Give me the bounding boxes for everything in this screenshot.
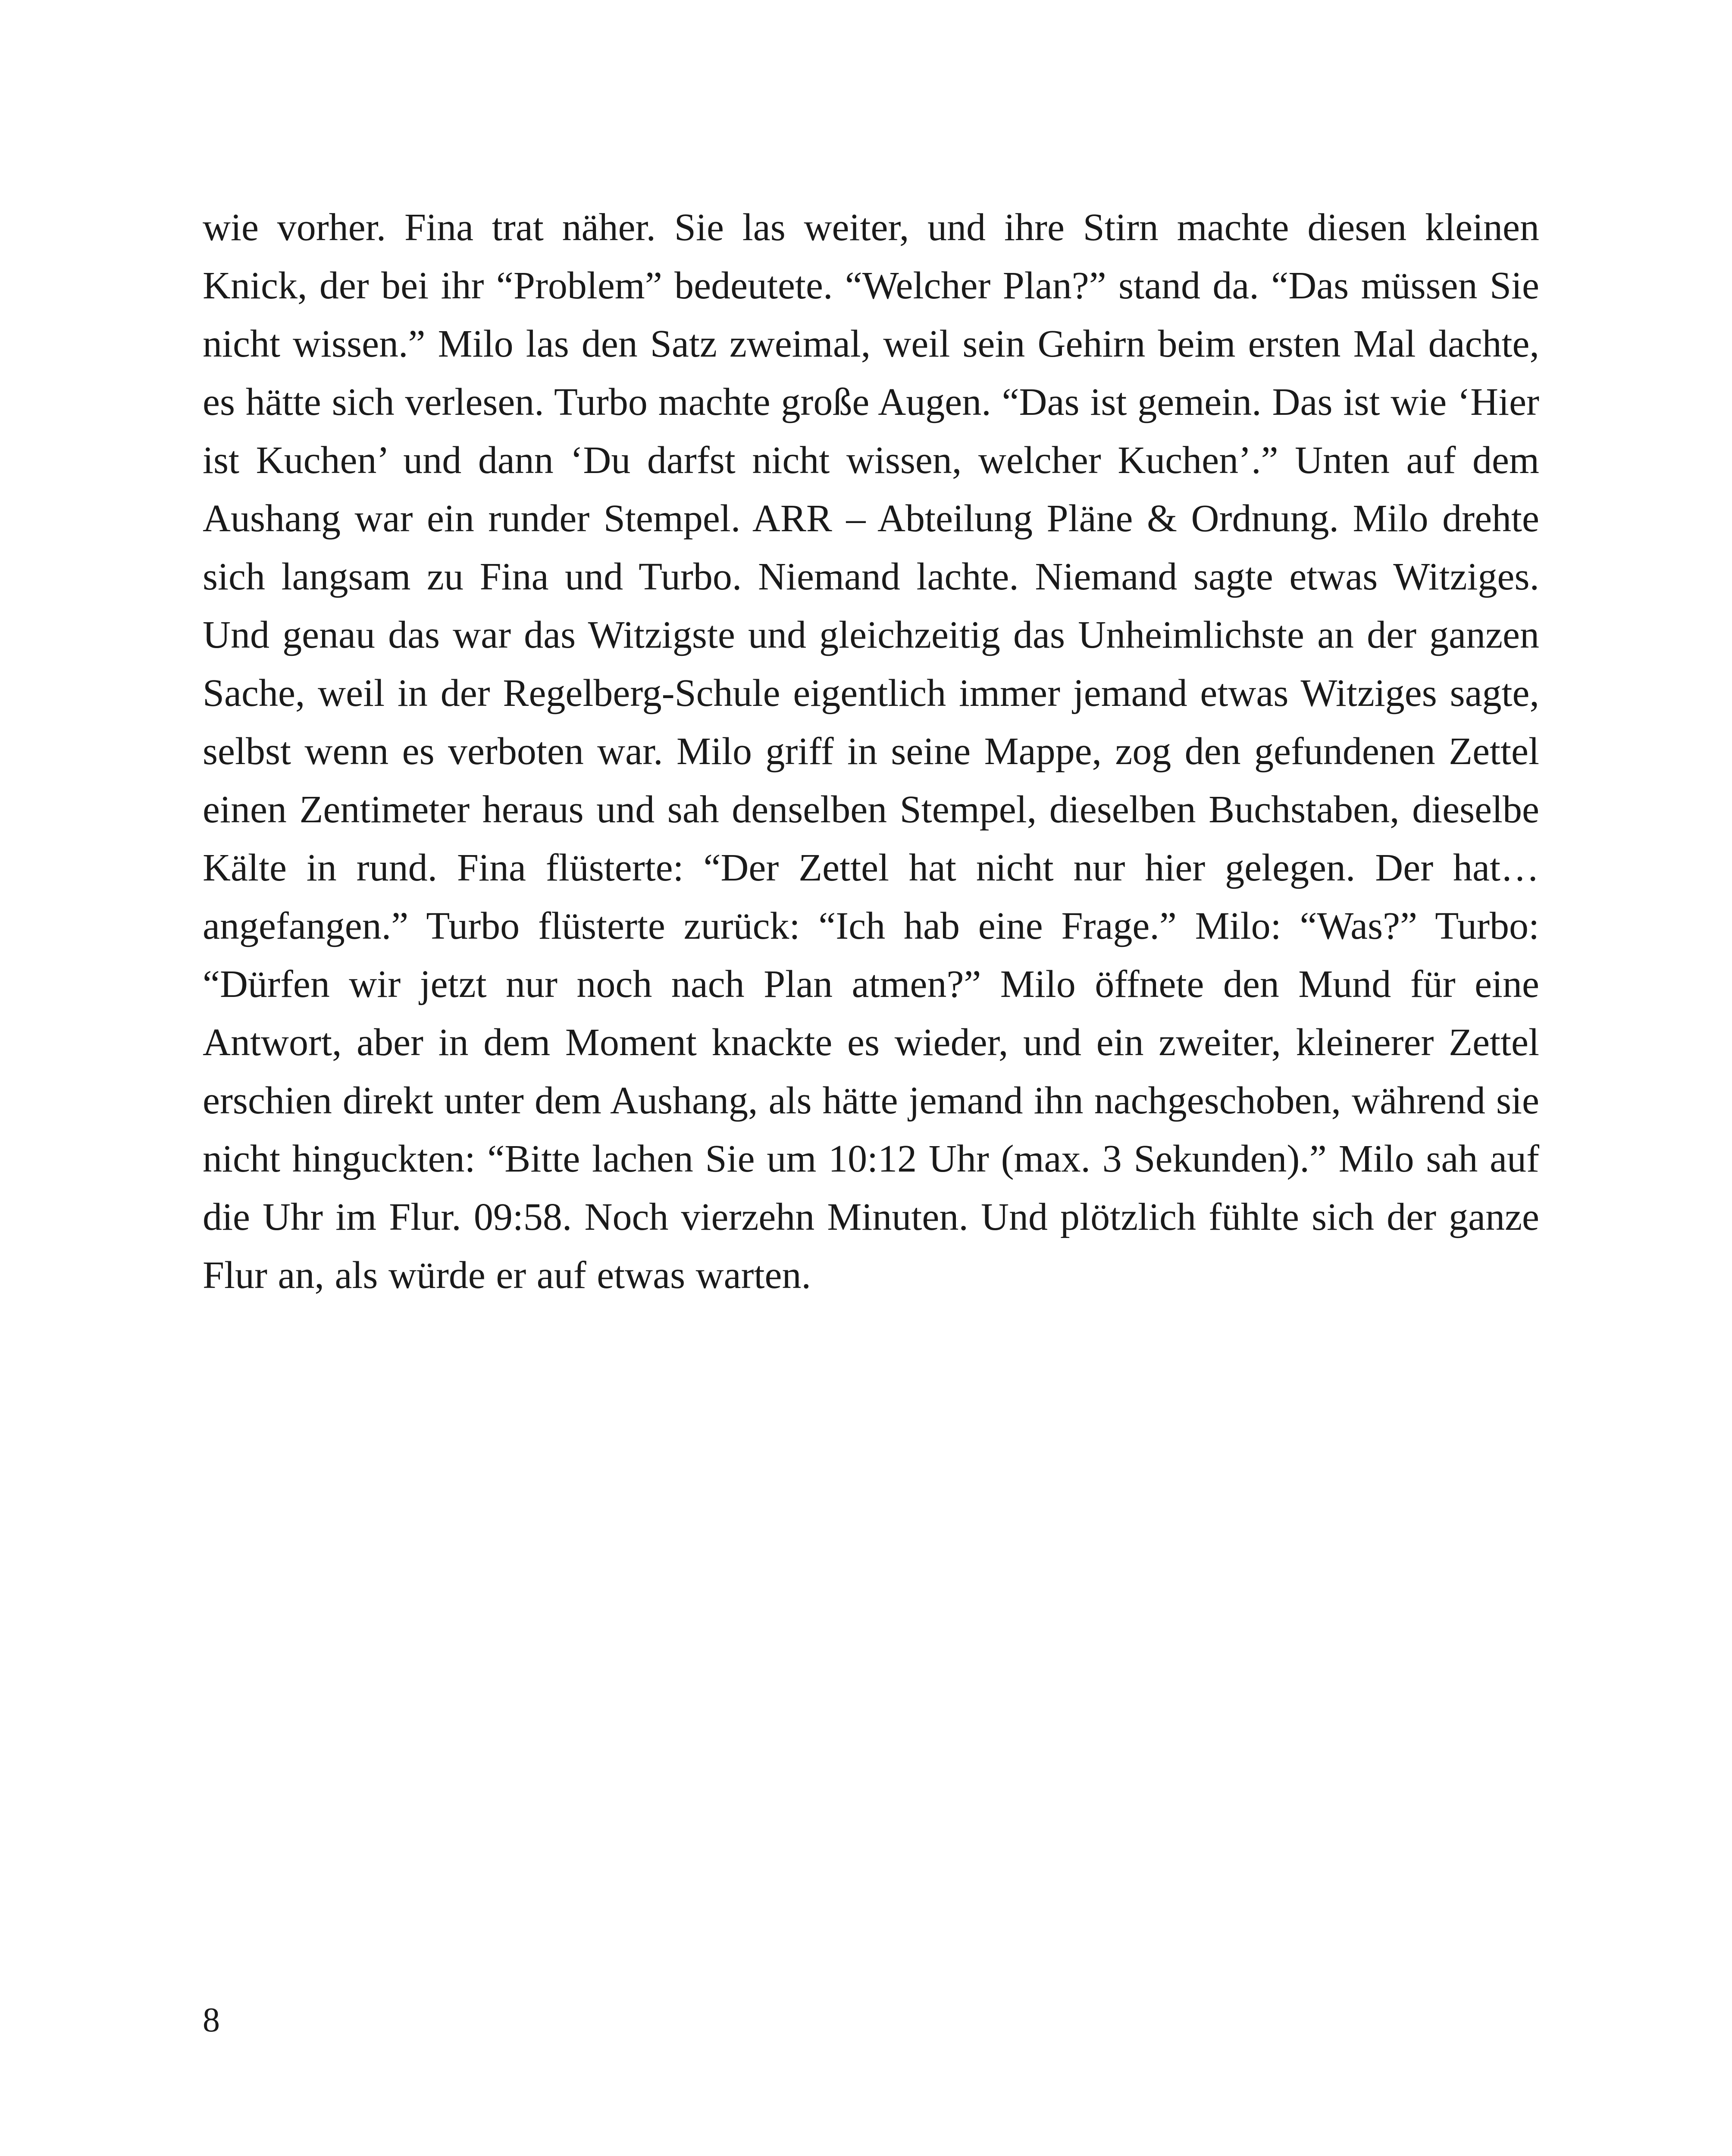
page-number: 8 <box>203 2001 220 2039</box>
body-paragraph: wie vorher. Fina trat näher. Sie las weiter, und ihre Stirn machte diesen kleinen Knick, der bei ihr “Problem” bedeutete. “Welcher Plan?” stand da. “Das müssen Sie nicht wissen.” Milo las den Satz zweimal, weil sein Gehirn beim ersten Mal dachte, es hätte sich verlesen. Turbo machte große Augen. “Das ist gemein. Das ist wie ‘Hier ist Kuchen’ und dann ‘Du darfst nicht wissen, welcher Kuchen’.” Unten auf dem Aushang war ein runder Stempel. ARR – Abteilung Pläne & Ordnung. Milo drehte sich langsam zu Fina und Turbo. Niemand lachte. Niemand sagte etwas Witziges. Und genau das war das Witzigste und gleichzeitig das Unheimlichste an der ganzen Sache, weil in der Regelberg-Schule eigentlich immer jemand etwas Witziges sagte, selbst wenn es verboten war. Milo griff in seine Mappe, zog den gefundenen Zettel einen Zentimeter heraus und sah denselben Stempel, dieselben Buchstaben, dieselbe Kälte in rund. Fina flüsterte: “Der Zettel hat nicht nur hier gelegen. Der hat… angefangen.” Turbo flüsterte zurück: “Ich hab eine Frage.” Milo: “Was?” Turbo: “Dürfen wir jetzt nur noch nach Plan atmen?” Milo öffnete den Mund für eine Antwort, aber in dem Moment knackte es wieder, und ein zweiter, kleinerer Zettel erschien direkt unter dem Aushang, als hätte jemand ihn nachgeschoben, während sie nicht hinguckten: “Bitte lachen Sie um 10:12 Uhr (max. 3 Sekunden).” Milo sah auf die Uhr im Flur. 09:58. Noch vierzehn Minuten. Und plötzlich fühlte sich der ganze Flur an, als würde er auf etwas warten. <box>203 206 1539 1297</box>
